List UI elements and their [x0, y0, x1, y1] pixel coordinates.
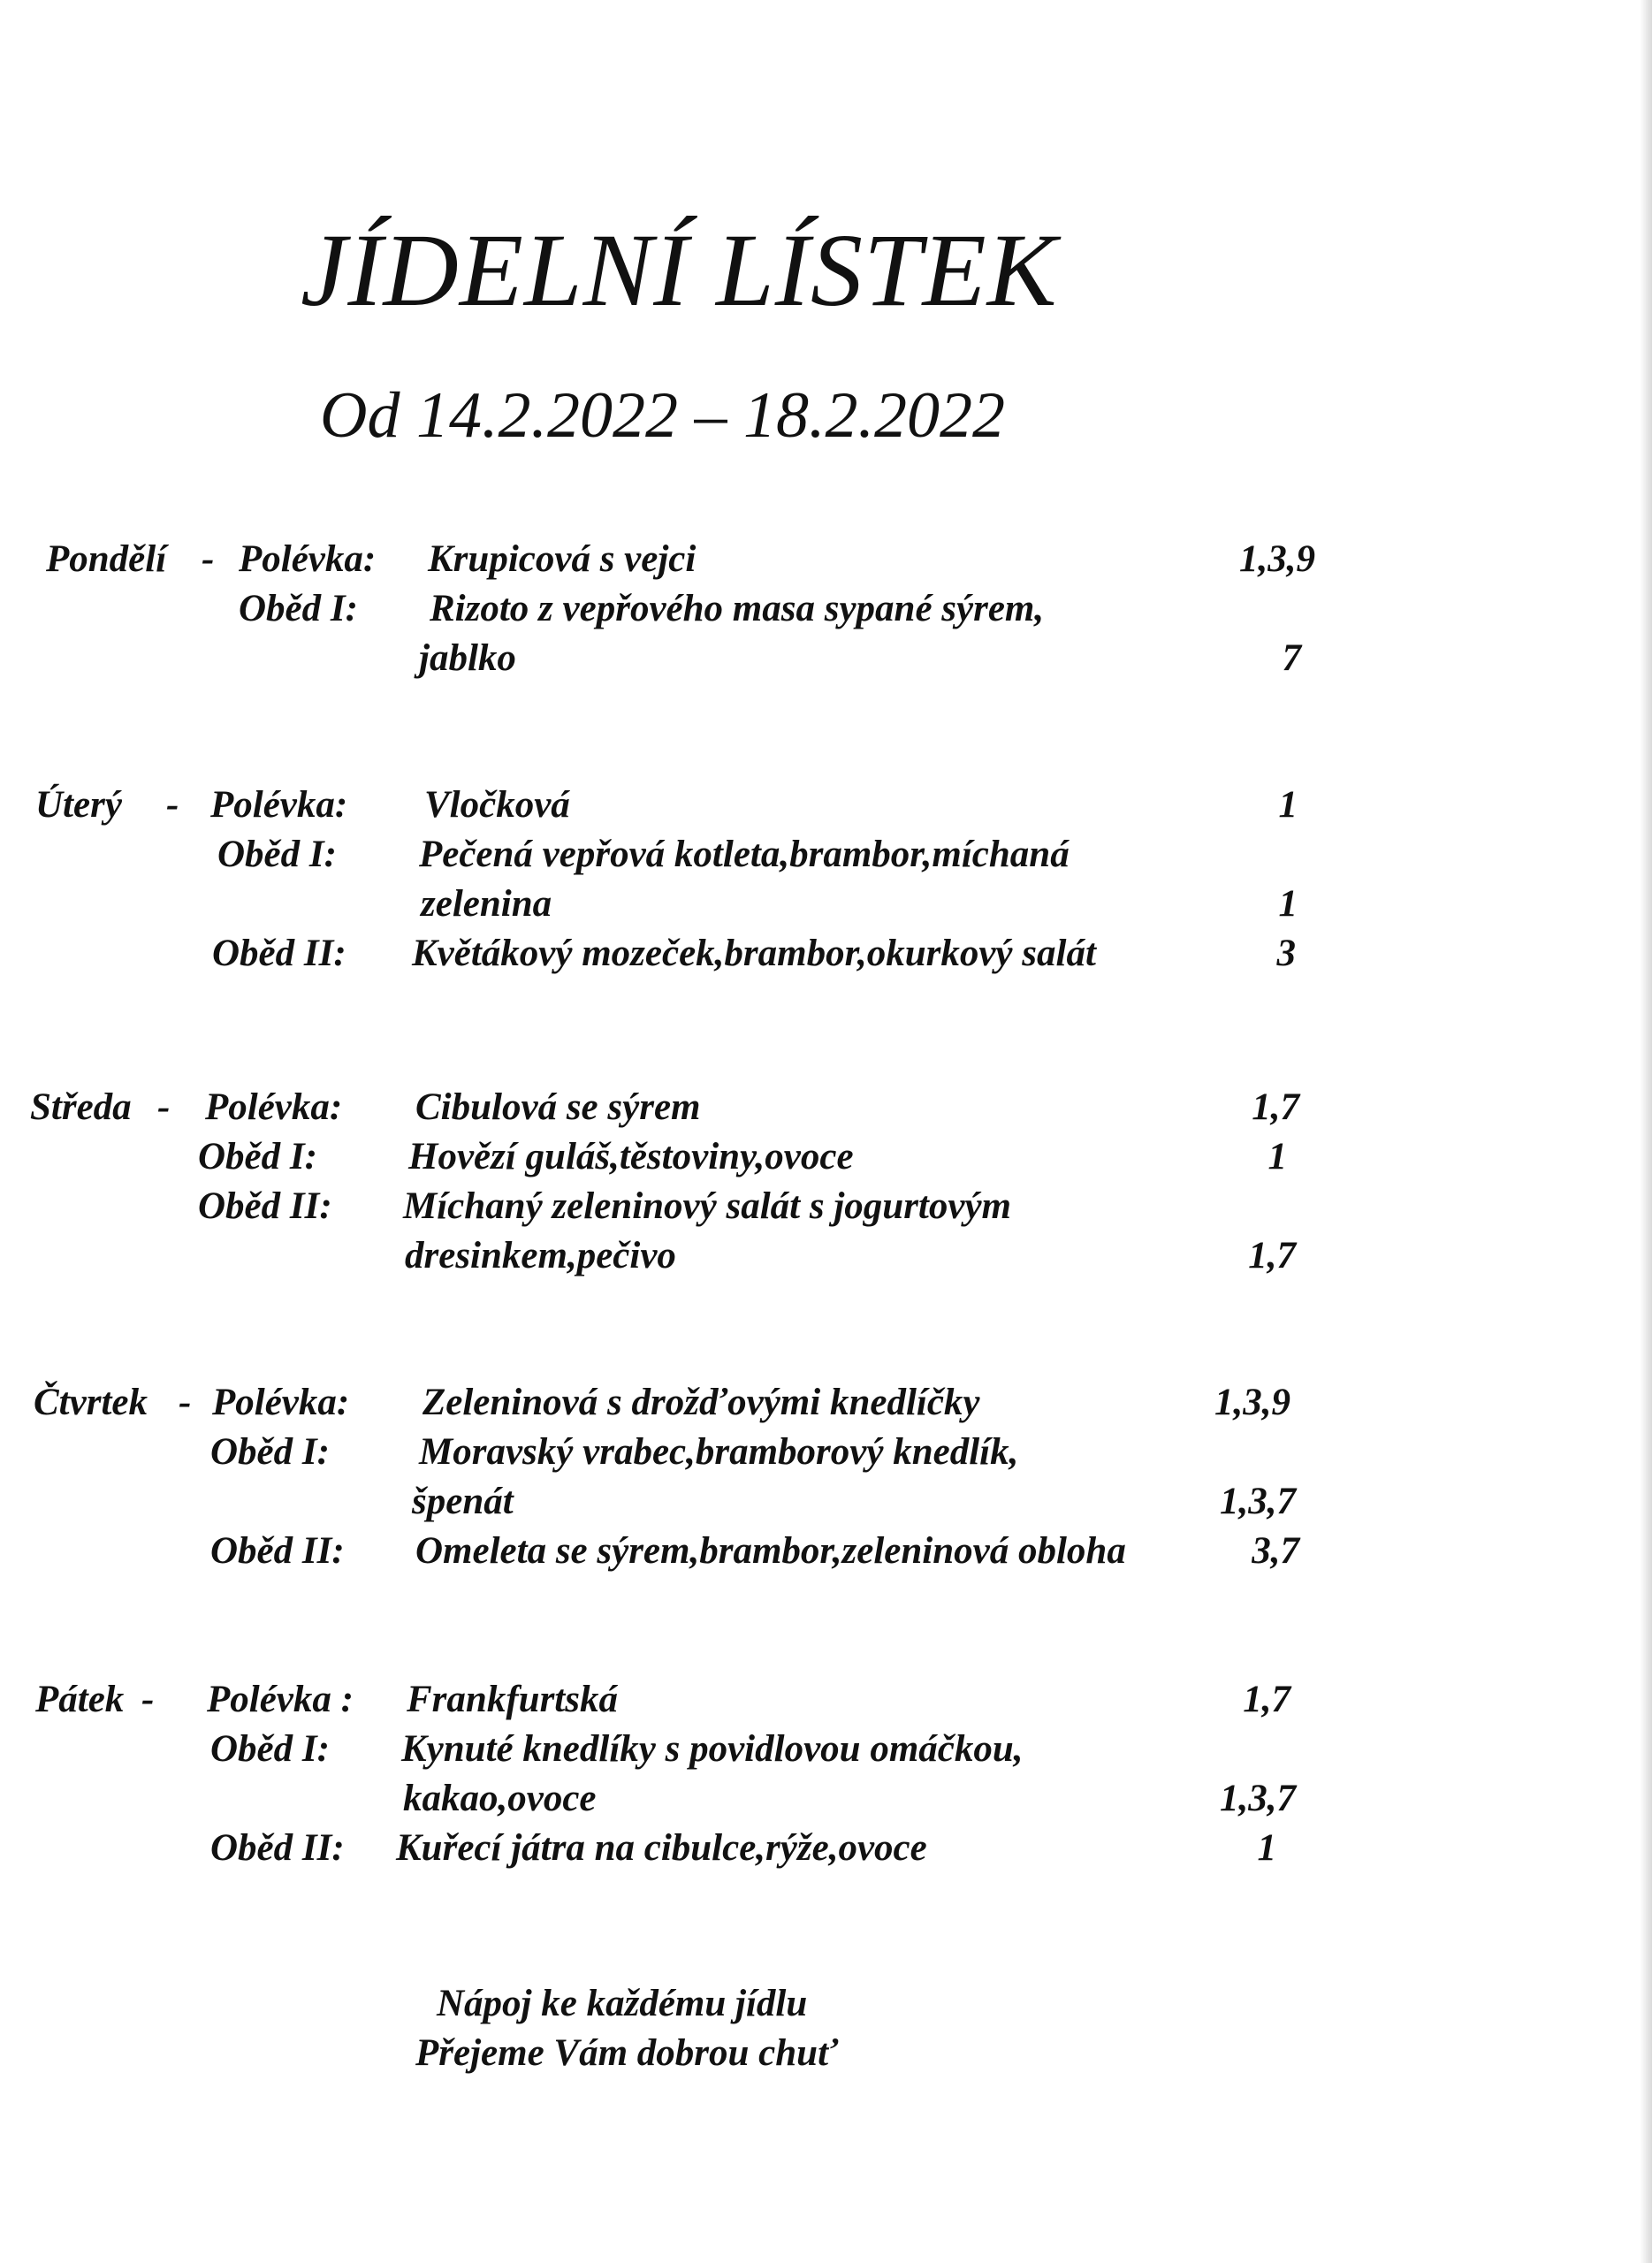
- item-label-soup: Polévka :: [207, 1679, 354, 1720]
- day-block-friday: [0, 1678, 1652, 1869]
- item-allergens: 3,7: [1252, 1530, 1299, 1572]
- item-dish-continuation: zelenina: [421, 883, 552, 925]
- item-allergens: 1: [1257, 1827, 1276, 1869]
- item-dish: Hovězí guláš,těstoviny,ovoce: [408, 1136, 854, 1177]
- day-name: Úterý: [35, 784, 122, 826]
- item-label-soup: Polévka:: [239, 538, 377, 580]
- item-label-lunch-2: Oběd II:: [212, 933, 346, 974]
- item-label-lunch-1: Oběd I:: [198, 1136, 317, 1177]
- item-dish-continuation: špenát: [412, 1481, 514, 1522]
- day-block-tuesday: [0, 783, 1652, 974]
- item-label-soup: Polévka:: [210, 784, 348, 826]
- item-allergens: 1,7: [1243, 1679, 1290, 1720]
- page-title: JÍDELNÍ LÍSTEK: [301, 212, 1058, 328]
- item-dish: Krupicová s vejci: [428, 538, 697, 580]
- item-label-lunch-1: Oběd I:: [217, 834, 337, 875]
- date-range: Od 14.2.2022 – 18.2.2022: [320, 379, 1005, 452]
- day-separator: -: [166, 784, 179, 826]
- day-separator: -: [157, 1086, 171, 1128]
- day-name: Čtvrtek: [34, 1382, 148, 1423]
- item-allergens: 1,7: [1248, 1235, 1296, 1276]
- day-block-monday: [0, 537, 1652, 679]
- item-dish: Moravský vrabec,bramborový knedlík,: [419, 1431, 1019, 1473]
- item-allergens: 1,7: [1252, 1086, 1299, 1128]
- item-allergens: 1,3,9: [1239, 538, 1315, 580]
- page-edge-shadow: [1640, 0, 1652, 2263]
- footer-drink-note: Nápoj ke každému jídlu: [437, 1983, 808, 2024]
- item-dish: Kynuté knedlíky s povidlovou omáčkou,: [401, 1728, 1024, 1770]
- item-label-lunch-2: Oběd II:: [210, 1530, 345, 1572]
- day-name: Pondělí: [46, 538, 167, 580]
- item-label-lunch-2: Oběd II:: [198, 1185, 332, 1227]
- item-dish: Pečená vepřová kotleta,brambor,míchaná: [419, 834, 1070, 875]
- item-label-lunch-2: Oběd II:: [210, 1827, 345, 1869]
- item-dish: Kuřecí játra na cibulce,rýže,ovoce: [396, 1827, 927, 1869]
- item-allergens: 7: [1282, 637, 1301, 679]
- day-name: Středa: [30, 1086, 132, 1128]
- item-dish-continuation: dresinkem,pečivo: [405, 1235, 676, 1276]
- item-dish: Vločková: [424, 784, 570, 826]
- item-dish: Omeleta se sýrem,brambor,zeleninová obloha: [415, 1530, 1126, 1572]
- item-label-soup: Polévka:: [212, 1382, 350, 1423]
- item-label-lunch-1: Oběd I:: [210, 1728, 330, 1770]
- item-allergens: 1: [1268, 1136, 1287, 1177]
- item-allergens: 1: [1278, 883, 1298, 925]
- item-allergens: 1,3,7: [1220, 1778, 1296, 1819]
- item-label-lunch-1: Oběd I:: [210, 1431, 330, 1473]
- item-dish: Míchaný zeleninový salát s jogurtovým: [403, 1185, 1011, 1227]
- day-separator: -: [202, 538, 215, 580]
- item-label-lunch-1: Oběd I:: [239, 588, 358, 629]
- item-dish-continuation: jablko: [419, 637, 516, 679]
- item-dish: Květákový mozeček,brambor,okurkový salát: [412, 933, 1096, 974]
- item-label-soup: Polévka:: [205, 1086, 343, 1128]
- footer-greeting: Přejeme Vám dobrou chuť: [415, 2032, 838, 2074]
- day-separator: -: [141, 1679, 155, 1720]
- day-block-thursday: [0, 1381, 1652, 1572]
- item-allergens: 1,3,7: [1220, 1481, 1296, 1522]
- day-block-wednesday: [0, 1086, 1652, 1276]
- day-name: Pátek: [35, 1679, 125, 1720]
- item-dish: Rizoto z vepřového masa sypané sýrem,: [430, 588, 1045, 629]
- item-dish: Cibulová se sýrem: [415, 1086, 701, 1128]
- item-allergens: 3: [1276, 933, 1296, 974]
- item-dish: Frankfurtská: [407, 1679, 618, 1720]
- item-allergens: 1: [1278, 784, 1298, 826]
- item-dish-continuation: kakao,ovoce: [403, 1778, 597, 1819]
- item-allergens: 1,3,9: [1214, 1382, 1290, 1423]
- item-dish: Zeleninová s drožďovými knedlíčky: [423, 1382, 980, 1423]
- day-separator: -: [179, 1382, 192, 1423]
